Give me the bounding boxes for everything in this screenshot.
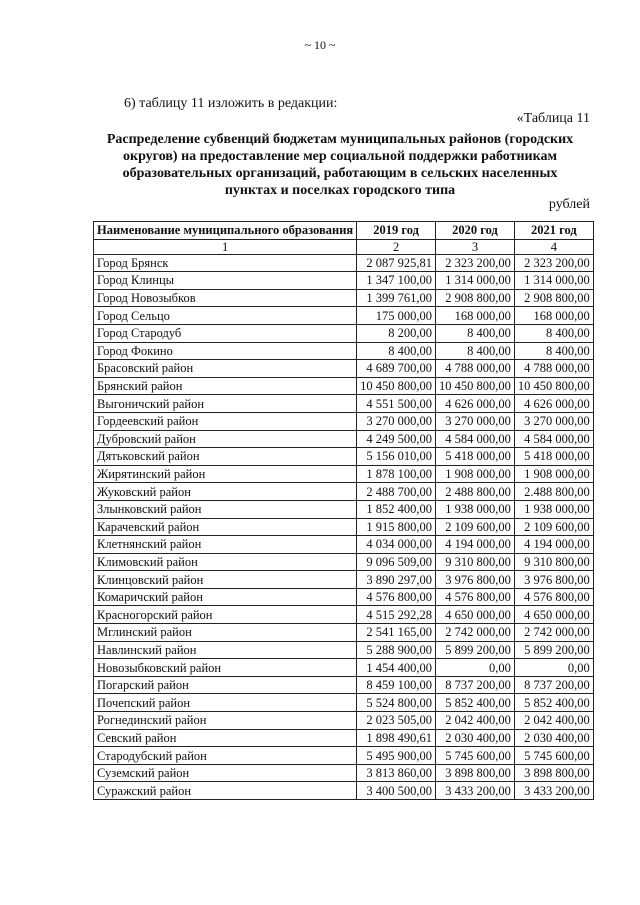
- amount-cell: 5 852 400,00: [436, 694, 515, 712]
- amount-cell: 8 737 200,00: [436, 676, 515, 694]
- district-name-cell: Севский район: [94, 729, 357, 747]
- amount-cell: 4 034 000,00: [357, 536, 436, 554]
- amount-cell: 0,00: [514, 659, 593, 677]
- amount-cell: 1 347 100,00: [357, 272, 436, 290]
- amount-cell: 5 899 200,00: [514, 641, 593, 659]
- header-2019: 2019 год: [357, 222, 436, 240]
- table-row: [94, 729, 594, 747]
- amount-cell: 3 813 860,00: [357, 764, 436, 782]
- district-name-cell: Навлинский район: [94, 641, 357, 659]
- amount-cell: 8 400,00: [357, 342, 436, 360]
- district-name-cell: Город Стародуб: [94, 324, 357, 342]
- amount-cell: 8 737 200,00: [514, 676, 593, 694]
- district-name-cell: Жуковский район: [94, 483, 357, 501]
- district-name-cell: Мглинский район: [94, 624, 357, 642]
- table-row: [94, 272, 594, 290]
- subsidy-table: [93, 221, 594, 800]
- amount-cell: 4 584 000,00: [514, 430, 593, 448]
- table-row: [94, 500, 594, 518]
- amount-cell: 3 400 500,00: [357, 782, 436, 800]
- amount-cell: 5 745 600,00: [514, 747, 593, 765]
- amount-cell: 8 459 100,00: [357, 676, 436, 694]
- district-name-cell: Город Брянск: [94, 254, 357, 272]
- amount-cell: 1 852 400,00: [357, 500, 436, 518]
- amount-cell: 3 898 800,00: [514, 764, 593, 782]
- table-label: «Таблица 11: [516, 111, 590, 126]
- header-name: Наименование муниципального образования: [94, 222, 357, 240]
- district-name-cell: Дятьковский район: [94, 448, 357, 466]
- table-row: [94, 553, 594, 571]
- district-name-cell: Новозыбковский район: [94, 659, 357, 677]
- amount-cell: 4 249 500,00: [357, 430, 436, 448]
- amount-cell: 5 745 600,00: [436, 747, 515, 765]
- table-row: [94, 571, 594, 589]
- district-name-cell: Комаричский район: [94, 588, 357, 606]
- amount-cell: 2 030 400,00: [514, 729, 593, 747]
- amount-cell: 3 433 200,00: [436, 782, 515, 800]
- amount-cell: 2 042 400,00: [514, 712, 593, 730]
- amount-cell: 4 788 000,00: [436, 360, 515, 378]
- amount-cell: 3 976 800,00: [514, 571, 593, 589]
- amount-cell: 4 788 000,00: [514, 360, 593, 378]
- index-row: [94, 239, 594, 254]
- district-name-cell: Дубровский район: [94, 430, 357, 448]
- district-name-cell: Клинцовский район: [94, 571, 357, 589]
- amount-cell: 5 524 800,00: [357, 694, 436, 712]
- amount-cell: 5 852 400,00: [514, 694, 593, 712]
- amount-cell: 4 650 000,00: [514, 606, 593, 624]
- amount-cell: 4 194 000,00: [436, 536, 515, 554]
- table-row: [94, 360, 594, 378]
- table-row: [94, 694, 594, 712]
- table-row: [94, 483, 594, 501]
- amount-cell: 4 576 800,00: [514, 588, 593, 606]
- district-name-cell: Суражский район: [94, 782, 357, 800]
- table-row: [94, 289, 594, 307]
- amount-cell: 1 878 100,00: [357, 465, 436, 483]
- amount-cell: 0,00: [436, 659, 515, 677]
- table-row: [94, 676, 594, 694]
- index-cell: 1: [94, 239, 357, 254]
- amount-cell: 2 908 800,00: [436, 289, 515, 307]
- amount-cell: 2 488 700,00: [357, 483, 436, 501]
- amount-cell: 2 742 000,00: [436, 624, 515, 642]
- amount-cell: 3 270 000,00: [357, 412, 436, 430]
- amount-cell: 4 515 292,28: [357, 606, 436, 624]
- district-name-cell: Город Сельцо: [94, 307, 357, 325]
- district-name-cell: Гордеевский район: [94, 412, 357, 430]
- table-row: [94, 536, 594, 554]
- amount-cell: 4 689 700,00: [357, 360, 436, 378]
- amount-cell: 1 938 000,00: [514, 500, 593, 518]
- amount-cell: 168 000,00: [436, 307, 515, 325]
- amount-cell: 4 626 000,00: [514, 395, 593, 413]
- amount-cell: 10 450 800,00: [514, 377, 593, 395]
- amount-cell: 10 450 800,00: [436, 377, 515, 395]
- amount-cell: 5 418 000,00: [514, 448, 593, 466]
- amount-cell: 5 899 200,00: [436, 641, 515, 659]
- table-row: [94, 465, 594, 483]
- amount-cell: 9 096 509,00: [357, 553, 436, 571]
- district-name-cell: Карачевский район: [94, 518, 357, 536]
- table-row: [94, 342, 594, 360]
- district-name-cell: Климовский район: [94, 553, 357, 571]
- amount-cell: 5 288 900,00: [357, 641, 436, 659]
- amount-cell: 5 418 000,00: [436, 448, 515, 466]
- district-name-cell: Почепский район: [94, 694, 357, 712]
- amount-cell: 2 023 505,00: [357, 712, 436, 730]
- amount-cell: 5 156 010,00: [357, 448, 436, 466]
- district-name-cell: Красногорский район: [94, 606, 357, 624]
- amount-cell: 4 576 800,00: [357, 588, 436, 606]
- district-name-cell: Город Новозыбков: [94, 289, 357, 307]
- amount-cell: 2 109 600,00: [514, 518, 593, 536]
- amount-cell: 3 270 000,00: [436, 412, 515, 430]
- table-row: [94, 782, 594, 800]
- table-body: [94, 254, 594, 799]
- amount-cell: 5 495 900,00: [357, 747, 436, 765]
- district-name-cell: Брасовский район: [94, 360, 357, 378]
- amount-cell: 4 551 500,00: [357, 395, 436, 413]
- header-row: [94, 222, 594, 240]
- amount-cell: 4 626 000,00: [436, 395, 515, 413]
- amount-cell: 1 314 000,00: [436, 272, 515, 290]
- table-row: [94, 377, 594, 395]
- amount-cell: 2 030 400,00: [436, 729, 515, 747]
- index-cell: 3: [436, 239, 515, 254]
- table-row: [94, 412, 594, 430]
- amount-cell: 3 433 200,00: [514, 782, 593, 800]
- table-row: [94, 307, 594, 325]
- amount-cell: 1 908 000,00: [514, 465, 593, 483]
- amount-cell: 1 399 761,00: [357, 289, 436, 307]
- amount-cell: 3 976 800,00: [436, 571, 515, 589]
- district-name-cell: Брянский район: [94, 377, 357, 395]
- district-name-cell: Злынковский район: [94, 500, 357, 518]
- amount-cell: 8 400,00: [514, 342, 593, 360]
- header-2021: 2021 год: [514, 222, 593, 240]
- district-name-cell: Погарский район: [94, 676, 357, 694]
- table-row: [94, 430, 594, 448]
- table-row: [94, 712, 594, 730]
- units-label: рублей: [548, 197, 590, 212]
- district-name-cell: Рогнединский район: [94, 712, 357, 730]
- table-row: [94, 518, 594, 536]
- amount-cell: 2 087 925,81: [357, 254, 436, 272]
- table-row: [94, 588, 594, 606]
- amount-cell: 8 200,00: [357, 324, 436, 342]
- table-row: [94, 764, 594, 782]
- amount-cell: 4 194 000,00: [514, 536, 593, 554]
- amount-cell: 1 314 000,00: [514, 272, 593, 290]
- district-name-cell: Суземский район: [94, 764, 357, 782]
- amount-cell: 1 915 800,00: [357, 518, 436, 536]
- district-name-cell: Клетнянский район: [94, 536, 357, 554]
- header-2020: 2020 год: [436, 222, 515, 240]
- amount-cell: 2 541 165,00: [357, 624, 436, 642]
- amount-cell: 3 890 297,00: [357, 571, 436, 589]
- index-cell: 2: [357, 239, 436, 254]
- amount-cell: 8 400,00: [514, 324, 593, 342]
- district-name-cell: Город Клинцы: [94, 272, 357, 290]
- amount-cell: 2 042 400,00: [436, 712, 515, 730]
- table-row: [94, 395, 594, 413]
- table-row: [94, 659, 594, 677]
- amount-cell: 2 323 200,00: [436, 254, 515, 272]
- amount-cell: 4 576 800,00: [436, 588, 515, 606]
- intro-text: 6) таблицу 11 изложить в редакции:: [124, 96, 338, 111]
- amount-cell: 1 938 000,00: [436, 500, 515, 518]
- table-title: Распределение субвенций бюджетам муниципальных районов (городских округов) на предоставление мер социальной поддержки работникам образовательных организаций, работающим в сельских населенных пунктах и поселках городского типа: [106, 132, 574, 198]
- table-row: [94, 606, 594, 624]
- amount-cell: 9 310 800,00: [514, 553, 593, 571]
- table-row: [94, 254, 594, 272]
- amount-cell: 2 109 600,00: [436, 518, 515, 536]
- amount-cell: 2.488 800,00: [514, 483, 593, 501]
- amount-cell: 2 908 800,00: [514, 289, 593, 307]
- amount-cell: 1 898 490,61: [357, 729, 436, 747]
- table-row: [94, 624, 594, 642]
- amount-cell: 9 310 800,00: [436, 553, 515, 571]
- table-row: [94, 747, 594, 765]
- amount-cell: 175 000,00: [357, 307, 436, 325]
- district-name-cell: Выгоничский район: [94, 395, 357, 413]
- amount-cell: 2 488 800,00: [436, 483, 515, 501]
- amount-cell: 1 454 400,00: [357, 659, 436, 677]
- index-cell: 4: [514, 239, 593, 254]
- district-name-cell: Стародубский район: [94, 747, 357, 765]
- table-row: [94, 641, 594, 659]
- amount-cell: 2 742 000,00: [514, 624, 593, 642]
- amount-cell: 8 400,00: [436, 342, 515, 360]
- amount-cell: 10 450 800,00: [357, 377, 436, 395]
- district-name-cell: Город Фокино: [94, 342, 357, 360]
- amount-cell: 2 323 200,00: [514, 254, 593, 272]
- amount-cell: 1 908 000,00: [436, 465, 515, 483]
- table-row: [94, 448, 594, 466]
- amount-cell: 8 400,00: [436, 324, 515, 342]
- page-number: ~ 10 ~: [304, 38, 336, 52]
- table-row: [94, 324, 594, 342]
- district-name-cell: Жирятинский район: [94, 465, 357, 483]
- amount-cell: 4 650 000,00: [436, 606, 515, 624]
- amount-cell: 3 270 000,00: [514, 412, 593, 430]
- amount-cell: 3 898 800,00: [436, 764, 515, 782]
- amount-cell: 4 584 000,00: [436, 430, 515, 448]
- amount-cell: 168 000,00: [514, 307, 593, 325]
